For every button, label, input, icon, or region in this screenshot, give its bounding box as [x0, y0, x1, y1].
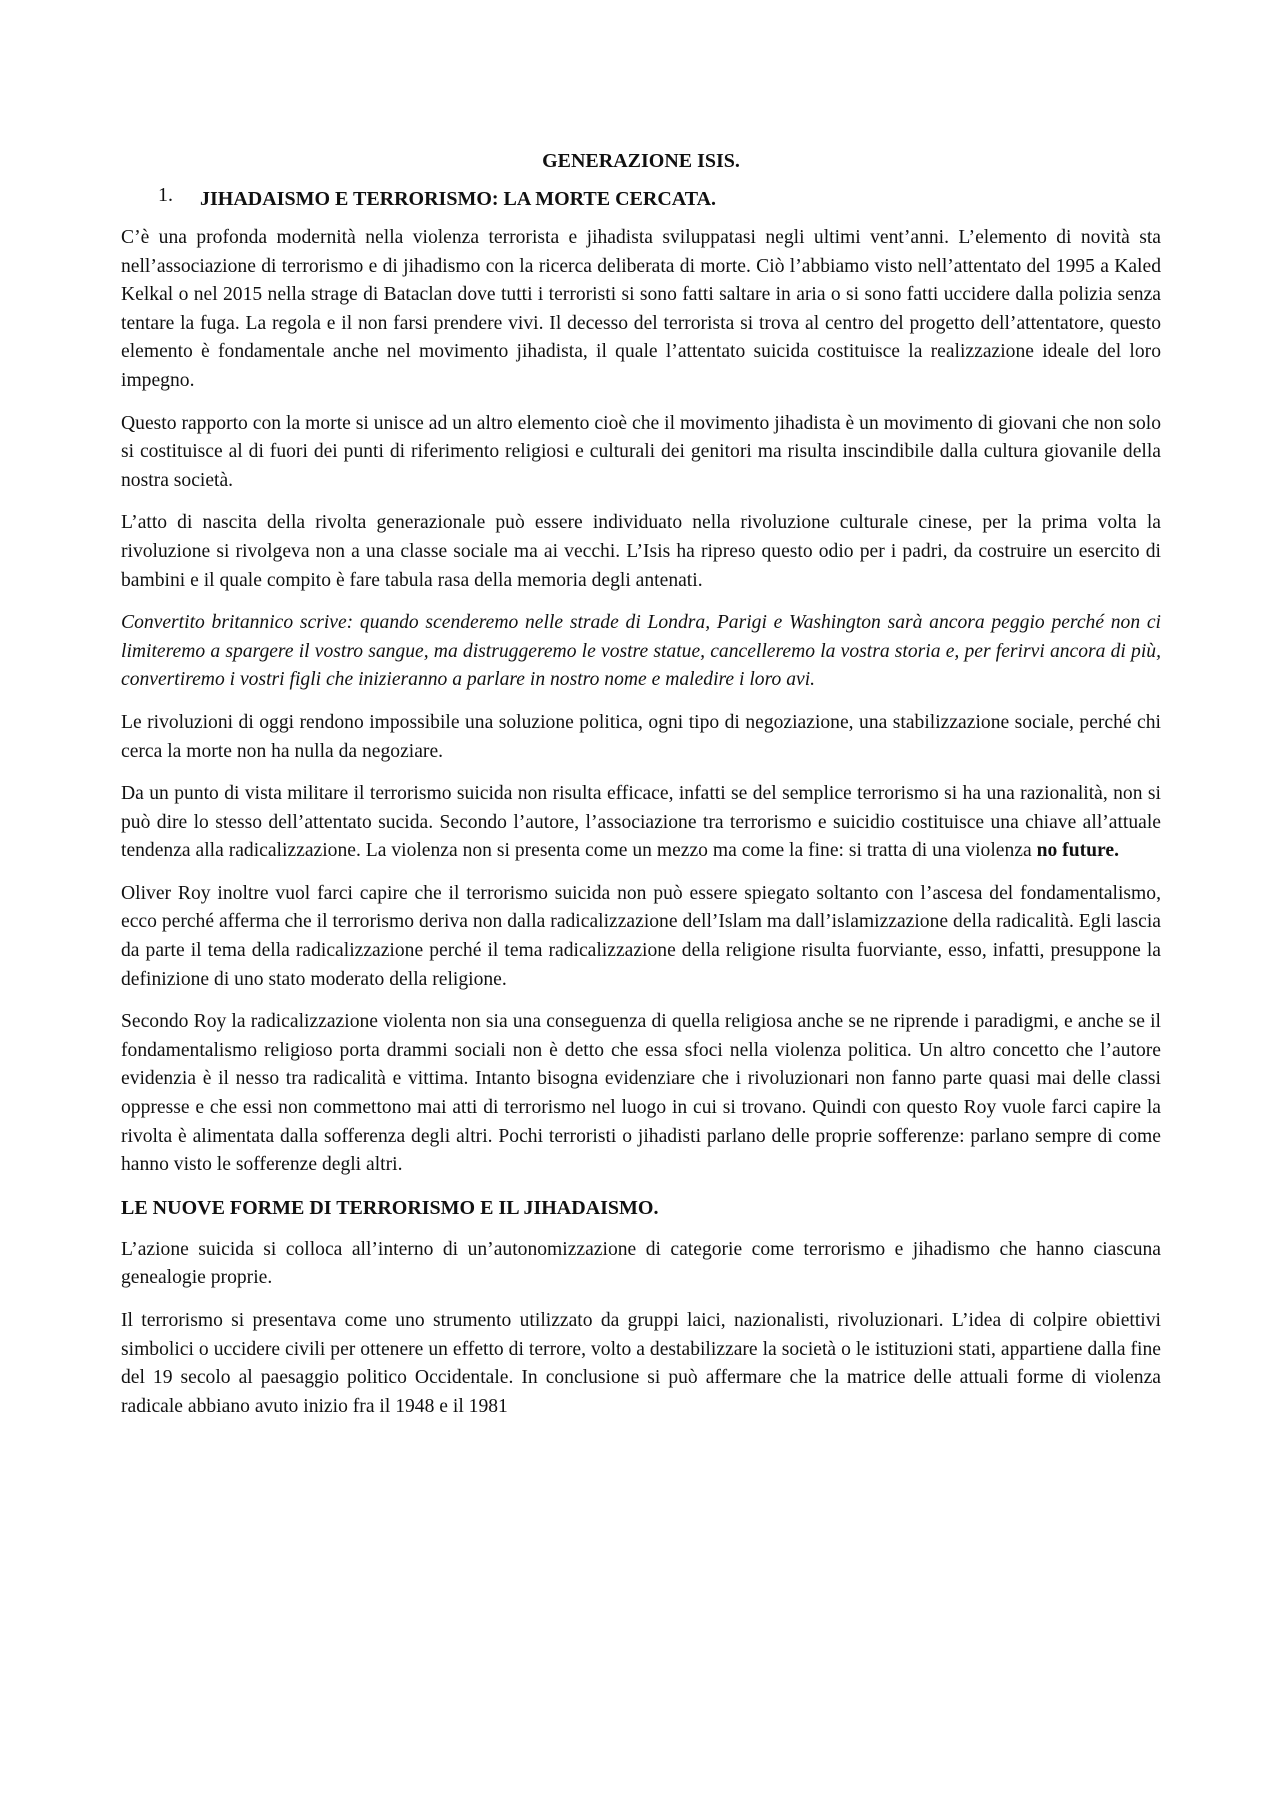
- emphasis-text: no future.: [1036, 840, 1119, 862]
- section-heading-2: LE NUOVE FORME DI TERRORISMO E IL JIHADAISMO.: [121, 1196, 659, 1219]
- paragraph: L’azione suicida si colloca all’interno di un’autonomizzazione di categorie come terrorismo e jihadismo che hanno ciascuna genealogie proprie.: [121, 1238, 1161, 1289]
- section-number: 1.: [158, 184, 173, 206]
- paragraph: C’è una profonda modernità nella violenza terrorista e jihadista sviluppatasi negli ultimi vent’anni. L’elemento di novità sta nell’associazione di terrorismo e di jihadismo con la ricerca deliberata di morte. Ciò l’abbiamo visto nell’attentato del 1995 a Kaled Kelkal o nel 2015 nella strage di Bataclan dove tutti i terroristi si sono fatti saltare in aria o si sono fatti uccidere dalla polizia senza tentare la fuga. La regola e il non farsi prendere vivi. Il decesso del terrorista si trova al centro del progetto dell’attentatore, questo elemento è fondamentale anche nel movimento jihadista, il quale l’attentato suicida costituisce la realizzazione ideale del loro impegno.: [121, 227, 1161, 391]
- paragraph-text: Da un punto di vista militare il terrorismo suicida non risulta efficace, infatti se del semplice terrorismo si ha una razionalità, non si può dire lo stesso dell’attentato sucida. Secondo l’autore, l’associazione tra terrorismo e suicidio costituisce una chiave all’attuale tendenza alla radicalizzazione. La violenza non si presenta come un mezzo ma come la fine: si tratta di una violenza: [121, 783, 1161, 862]
- document-body: [121, 148, 1161, 1435]
- quoted-paragraph: Convertito britannico scrive: quando scenderemo nelle strade di Londra, Parigi e Washington sarà ancora peggio perché non ci limiteremo a spargere il vostro sangue, ma distruggeremo le vostre statue, cancelleremo la vostra storia e, per ferirvi ancora di più, convertiremo i vostri figli che inizieranno a parlare in nostro nome e maledire i loro avi.: [121, 612, 1161, 691]
- document-title: GENERAZIONE ISIS.: [542, 150, 740, 172]
- paragraph: Oliver Roy inoltre vuol farci capire che il terrorismo suicida non può essere spiegato soltanto con l’ascesa del fondamentalismo, ecco perché afferma che il terrorismo deriva non dalla radicalizzazione dell’Islam ma dall’islamizzazione della radicalità. Egli lascia da parte il tema della radicalizzazione perché il tema radicalizzazione della religione risulta fuorviante, esso, infatti, presuppone la definizione di uno stato moderato della religione.: [121, 882, 1161, 990]
- paragraph: Le rivoluzioni di oggi rendono impossibile una soluzione politica, ogni tipo di negoziazione, una stabilizzazione sociale, perché chi cerca la morte non ha nulla da negoziare.: [121, 711, 1161, 762]
- paragraph: Questo rapporto con la morte si unisce ad un altro elemento cioè che il movimento jihadista è un movimento di giovani che non solo si costituisce al di fuori dei punti di riferimento religiosi e culturali dei genitori ma risulta inscindibile dalla cultura giovanile della nostra società.: [121, 412, 1161, 491]
- paragraph: L’atto di nascita della rivolta generazionale può essere individuato nella rivoluzione culturale cinese, per la prima volta la rivoluzione si rivolgeva non a una classe sociale ma ai vecchi. L’Isis ha ripreso questo odio per i padri, da costruire un esercito di bambini e il quale compito è fare tabula rasa della memoria degli antenati.: [121, 512, 1161, 591]
- paragraph: Il terrorismo si presentava come uno strumento utilizzato da gruppi laici, nazionalisti, rivoluzionari. L’idea di colpire obiettivi simbolici o uccidere civili per ottenere un effetto di terrore, volto a destabilizzare la società o le istituzioni stati, appartiene dalla fine del 19 secolo al paesaggio politico Occidentale. In conclusione si può affermare che la matrice delle attuali forme di violenza radicale abbiano avuto inizio fra il 1948 e il 1981: [121, 1310, 1161, 1417]
- paragraph: Secondo Roy la radicalizzazione violenta non sia una conseguenza di quella religiosa anche se ne riprende i paradigmi, e anche se il fondamentalismo religioso porta drammi sociali non è detto che essa sfoci nella violenza politica. Un altro concetto che l’autore evidenzia è il nesso tra radicalità e vittima. Intanto bisogna evidenziare che i rivoluzionari non fanno parte quasi mai delle classi oppresse e che essi non commettono mai atti di terrorismo nel luogo in cui si trovano. Quindi con questo Roy vuole farci capire la rivolta è alimentata dalla sofferenza degli altri. Pochi terroristi o jihadisti parlano delle proprie sofferenze: parlano sempre di come hanno visto le sofferenze degli altri.: [121, 1011, 1161, 1176]
- section-heading-text: JIHADAISMO E TERRORISMO: LA MORTE CERCATA.: [200, 188, 717, 210]
- section-heading-1: [121, 186, 1161, 212]
- paragraph: [121, 780, 1161, 866]
